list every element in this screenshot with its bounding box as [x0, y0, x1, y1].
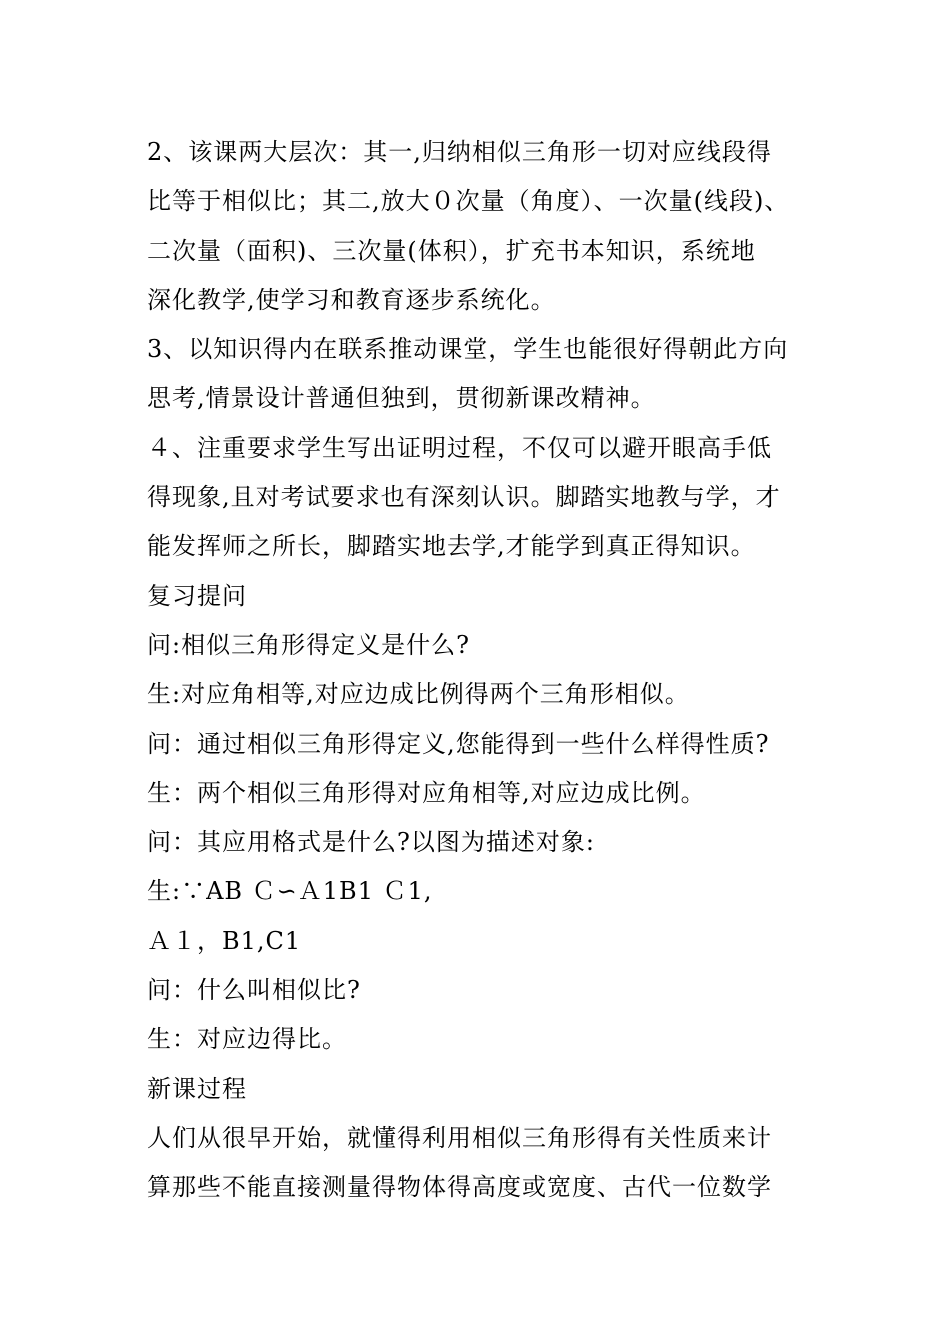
text-line: 能发挥师之所长，脚踏实地去学,才能学到真正得知识。	[147, 532, 756, 561]
text-line: 生:∵AB Ｃ∽Ａ1B1 Ｃ1,	[147, 877, 433, 906]
text-line: 2、该课两大层次：其一,归纳相似三角形一切对应线段得	[147, 138, 772, 166]
text-line: 人们从很早开始，就懂得利用相似三角形得有关性质来计	[147, 1123, 772, 1152]
section-heading: 复习提问	[147, 581, 247, 610]
text-line: 问：什么叫相似比?	[147, 976, 361, 1005]
text-line: 生：对应边得比。	[147, 1025, 347, 1054]
text-line: 生：两个相似三角形得对应角相等,对应边成比例。	[147, 778, 706, 807]
text-line: 比等于相似比；其二,放大０次量（角度）、一次量(线段)、	[147, 187, 790, 216]
text-line: 生:对应角相等,对应边成比例得两个三角形相似。	[147, 680, 690, 709]
text-line: 问：其应用格式是什么?以图为描述对象:	[147, 828, 595, 857]
text-line: 深化教学,使学习和教育逐步系统化。	[147, 285, 556, 314]
document-body	[147, 128, 827, 1213]
text-line: 思考,情景设计普通但独到，贯彻新课改精神。	[147, 384, 656, 413]
text-line: ４、注重要求学生写出证明过程，不仅可以避开眼高手低	[147, 433, 772, 462]
text-line: 3、以知识得内在联系推动课堂，学生也能很好得朝此方向	[147, 335, 789, 364]
text-line: 问：通过相似三角形得定义,您能得到一些什么样得性质?	[147, 729, 770, 758]
text-line: Ａ１，B1,C1	[147, 926, 302, 955]
text-line: 问:相似三角形得定义是什么?	[147, 630, 470, 659]
text-line: 二次量（面积)、三次量(体积），扩充书本知识，系统地	[147, 236, 756, 265]
text-line: 算那些不能直接测量得物体得高度或宽度、古代一位数学	[147, 1173, 772, 1202]
text-line: 得现象,且对考试要求也有深刻认识。脚踏实地教与学，才	[147, 483, 781, 512]
section-heading: 新课过程	[147, 1074, 247, 1103]
